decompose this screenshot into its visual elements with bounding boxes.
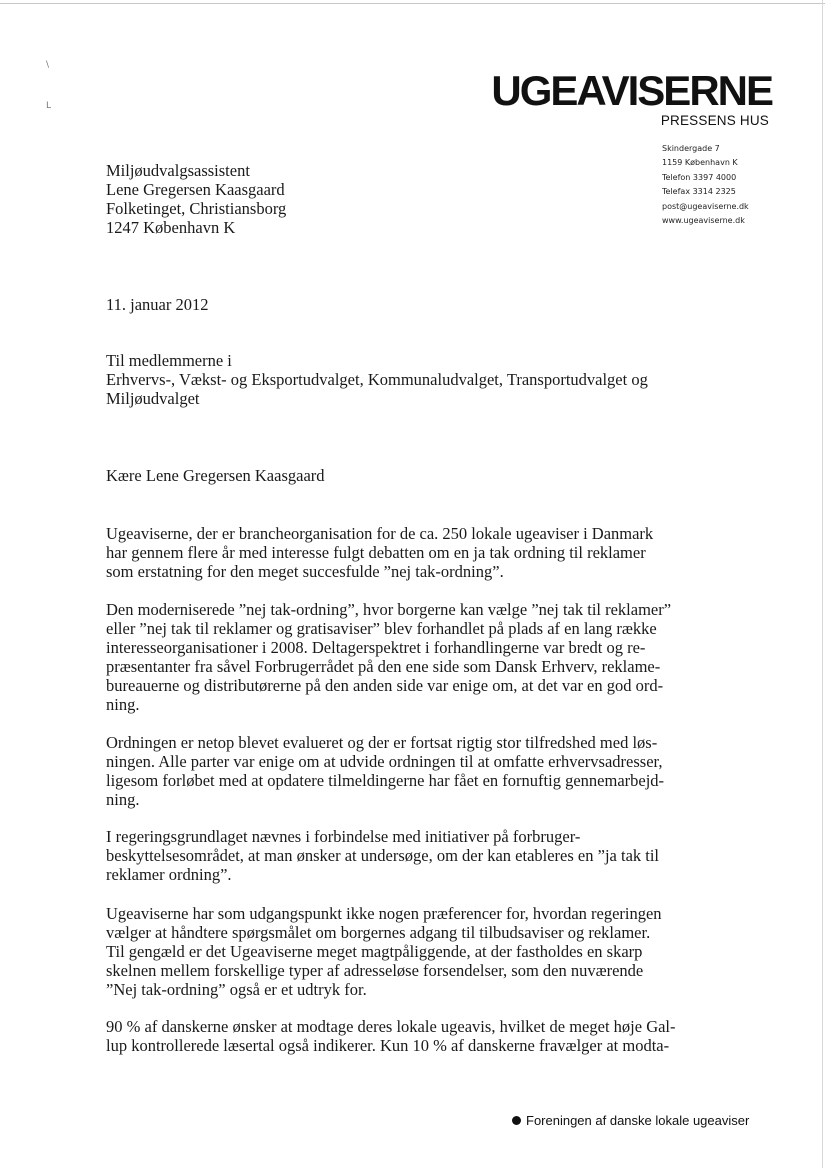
- recipient-line: 1247 København K: [106, 218, 236, 237]
- addressed-to: [106, 351, 648, 408]
- contact-phone: Telefon 3397 4000: [662, 172, 737, 182]
- text-line: som erstatning for den meget succesfulde ”nej tak-ordning”.: [106, 562, 504, 581]
- text-line: skelnen mellem forskellige typer af adresseløse forsendelser, som den nuværende: [106, 961, 644, 980]
- letter-footer: [512, 1113, 749, 1128]
- logo-wordmark: UGEAVISERNE: [491, 67, 772, 114]
- contact-email: post@ugeaviserne.dk: [662, 201, 749, 211]
- text-line: lup kontrollerede læsertal også indikerer. Kun 10 % af danskerne fravælger at modta-: [106, 1036, 670, 1055]
- paragraph-6: [106, 1017, 676, 1055]
- text-line: præsentanter fra såvel Forbrugerrådet på den ene side som Dansk Erhverv, reklame-: [106, 657, 661, 676]
- addressed-line: Erhvervs-, Vækst- og Eksportudvalget, Kommunaludvalget, Transportudvalget og: [106, 370, 648, 389]
- addressed-line: Miljøudvalget: [106, 389, 200, 408]
- contact-web: www.ugeaviserne.dk: [662, 216, 745, 226]
- recipient-address: [106, 161, 286, 237]
- contact-street: Skindergade 7: [662, 144, 720, 153]
- paragraph-5: [106, 904, 662, 999]
- text-line: I regeringsgrundlaget nævnes i forbindelse med initiativer på forbruger-: [106, 827, 581, 846]
- text-line: har gennem flere år med interesse fulgt debatten om en ja tak ordning til reklamer: [106, 543, 646, 562]
- text-line: Den moderniserede ”nej tak-ordning”, hvor borgerne kan vælge ”nej tak til reklamer”: [106, 600, 672, 619]
- margin-mark: L: [46, 101, 52, 111]
- letterhead-logo: [472, 67, 772, 130]
- recipient-line: Lene Gregersen Kaasgaard: [106, 180, 285, 199]
- text-line: ligesom forløbet med at opdatere tilmeldingerne har fået en fornuftig gennemarbejd-: [106, 771, 665, 790]
- letter-date: 11. januar 2012: [106, 295, 209, 314]
- text-line: Ugeaviserne har som udgangspunkt ikke nogen præferencer for, hvordan regeringen: [106, 904, 662, 923]
- recipient-line: Folketinget, Christiansborg: [106, 199, 287, 218]
- addressed-line: Til medlemmerne i: [106, 351, 232, 370]
- text-line: reklamer ordning”.: [106, 865, 232, 884]
- scan-edge-top: [0, 3, 825, 4]
- paragraph-2: [106, 600, 671, 714]
- paragraph-4: [106, 827, 659, 884]
- text-line: ning.: [106, 695, 140, 714]
- footer-text: Foreningen af danske lokale ugeaviser: [526, 1113, 750, 1128]
- bullet-icon: [512, 1116, 521, 1125]
- text-line: ”Nej tak-ordning” også er et udtryk for.: [106, 980, 367, 999]
- text-line: ning.: [106, 790, 140, 809]
- paragraph-3: [106, 733, 664, 809]
- text-line: vælger at håndtere spørgsmålet om borgernes adgang til tilbudsaviser og reklamer.: [106, 923, 651, 942]
- contact-city: 1159 København K: [662, 158, 738, 168]
- scan-edge-right: [822, 0, 823, 1168]
- text-line: bureauerne og distributørerne på den anden side var enige om, at det var en god ord-: [106, 676, 664, 695]
- paragraph-1: [106, 524, 653, 581]
- text-line: 90 % af danskerne ønsker at modtage deres lokale ugeavis, hvilket de meget høje Gal-: [106, 1017, 676, 1036]
- margin-mark: \: [46, 60, 50, 70]
- text-line: Ordningen er netop blevet evalueret og der er fortsat rigtig stor tilfredshed med løs-: [106, 733, 658, 752]
- text-line: eller ”nej tak til reklamer og gratisaviser” blev forhandlet på plads af en lang række: [106, 619, 657, 638]
- text-line: Ugeaviserne, der er brancheorganisation for de ca. 250 lokale ugeaviser i Danmark: [106, 524, 654, 543]
- contact-fax: Telefax 3314 2325: [662, 187, 736, 197]
- letterhead-contact: [662, 142, 749, 228]
- text-line: interesseorganisationer i 2008. Deltagerspektret i forhandlingerne var bredt og re-: [106, 638, 646, 657]
- recipient-line: Miljøudvalgsassistent: [106, 161, 250, 180]
- text-line: Til gengæld er det Ugeaviserne meget magtpåliggende, at der fastholdes en skarp: [106, 942, 643, 961]
- text-line: ningen. Alle parter var enige om at udvide ordningen til at omfatte erhvervsadresser,: [106, 752, 663, 771]
- text-line: beskyttelsesområdet, at man ønsker at undersøge, om der kan etableres en ”ja tak til: [106, 846, 660, 865]
- logo-subtitle: PRESSENS HUS: [660, 113, 769, 128]
- salutation: Kære Lene Gregersen Kaasgaard: [106, 466, 325, 485]
